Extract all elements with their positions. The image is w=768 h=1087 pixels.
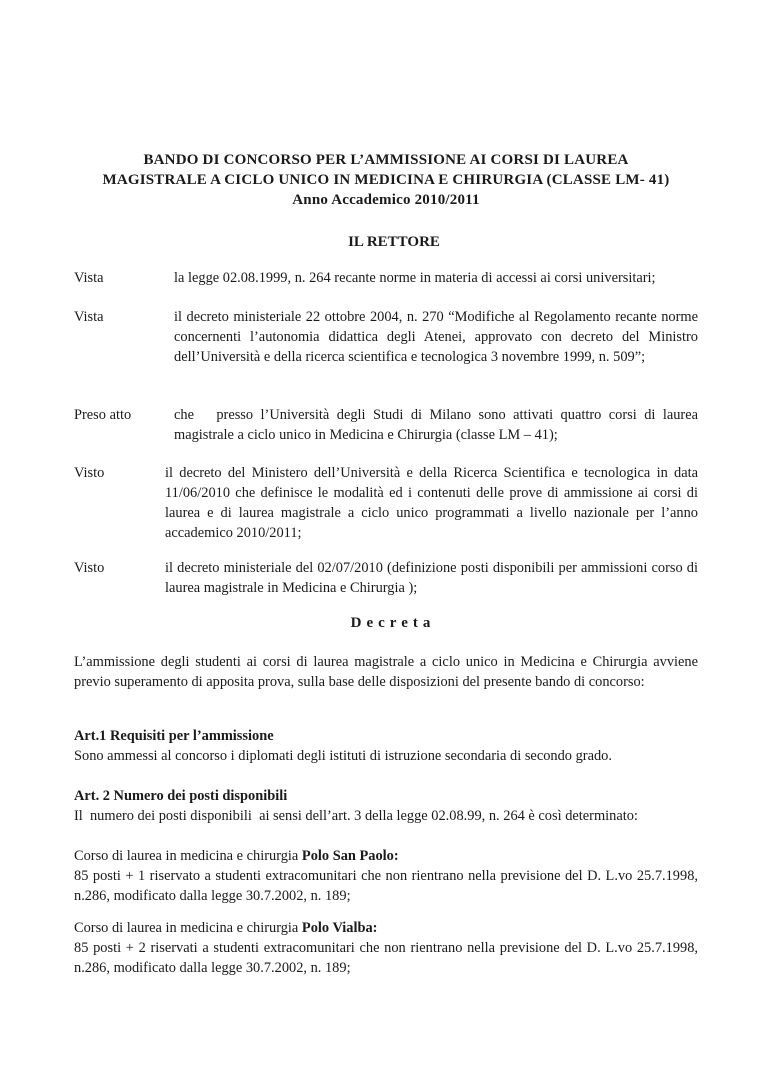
clause-text: il decreto del Ministero dell’Università e della Ricerca Scientifica e tecnologica in data 11/06/2010 che definisce le modalità ed i contenuti delle prove di ammissione ai corsi di laurea e di laurea magistrale a ciclo unico programmati a livello nazionale per l’anno accademico 2010/2011; [165, 465, 698, 541]
article-2-text: Il numero dei posti disponibili ai sensi dell’art. 3 della legge 02.08.99, n. 264 è così determinato: [74, 808, 638, 824]
article-1 [74, 726, 698, 766]
clause-label: Vista [74, 309, 104, 325]
course-polo: Polo San Paolo: [301, 848, 399, 864]
course-seats-text: 85 posti + 1 riservato a studenti extracomunitari che non rientrano nella previsione del D. L.vo 25.7.1998, n.286, modificato dalla legge 30.7.2002, n. 189; [74, 868, 698, 904]
intro-paragraph: L’ammissione degli studenti ai corsi di laurea magistrale a ciclo unico in Medicina e Chirurgia avviene previo superamento di apposita prova, sulla base delle disposizioni del presente bando di concorso: [74, 654, 698, 690]
course-seats-text: 85 posti + 2 riservati a studenti extracomunitari che non rientrano nella previsione del D. L.vo 25.7.1998, n.286, modificato dalla legge 30.7.2002, n. 189; [74, 940, 698, 976]
title-line-3: Anno Accademico 2010/2011 [292, 192, 480, 208]
article-2-heading: Art. 2 Numero dei posti disponibili [74, 788, 288, 804]
article-1-text: Sono ammessi al concorso i diplomati degli istituti di istruzione secondaria di secondo grado. [74, 748, 612, 764]
clause-text: che presso l’Università degli Studi di Milano sono attivati quattro corsi di laurea magistrale a ciclo unico in Medicina e Chirurgia (classe LM – 41); [174, 407, 702, 443]
course-vialba [74, 918, 698, 978]
clause-text: il decreto ministeriale del 02/07/2010 (definizione posti disponibili per ammissioni corso di laurea magistrale in Medicina e Chirurgia ); [165, 560, 698, 596]
clause-label: Vista [74, 270, 104, 286]
clause-label: Preso atto [74, 407, 132, 423]
course-name: Corso di laurea in medicina e chirurgia [74, 920, 302, 936]
document-title [74, 150, 698, 210]
course-title [74, 846, 698, 866]
clause-label: Visto [74, 465, 105, 481]
course-title [74, 918, 698, 938]
article-2 [74, 786, 698, 826]
article-1-heading: Art.1 Requisiti per l’ammissione [74, 728, 274, 744]
clause-text: la legge 02.08.1999, n. 264 recante norme in materia di accessi ai corsi universitari; [174, 270, 656, 286]
course-name: Corso di laurea in medicina e chirurgia [74, 848, 302, 864]
course-polo: Polo Vialba: [301, 920, 378, 936]
clause-label: Visto [74, 560, 105, 576]
course-san-paolo [74, 846, 698, 906]
issuer-heading: IL RETTORE [348, 234, 440, 250]
title-line-2: MAGISTRALE A CICLO UNICO IN MEDICINA E CHIRURGIA (CLASSE LM- 41) [102, 172, 670, 188]
decreta-heading: Decreta [350, 615, 436, 631]
clause-text: il decreto ministeriale 22 ottobre 2004, n. 270 “Modifiche al Regolamento recante norme concernenti l’autonomia didattica degli Atenei, approvato con decreto del Ministro dell’Università e della ricerca scientifica e tecnologica 3 novembre 1999, n. 509”; [174, 309, 698, 365]
title-line-1: BANDO DI CONCORSO PER L’AMMISSIONE AI CORSI DI LAUREA [143, 152, 629, 168]
